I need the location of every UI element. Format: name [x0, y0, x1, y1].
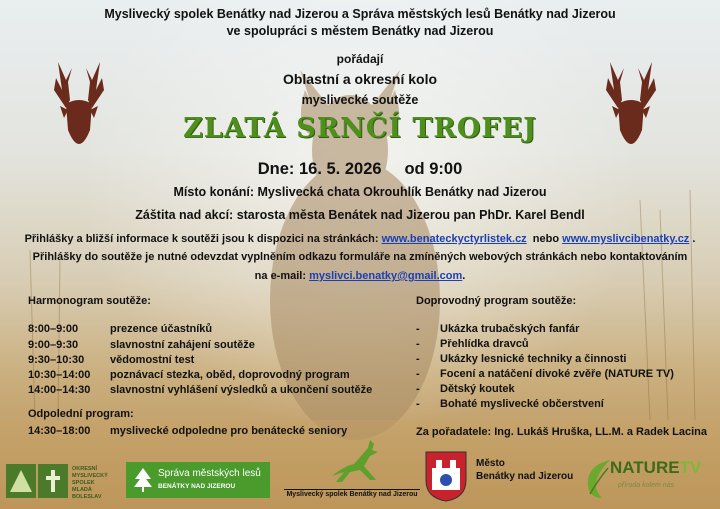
- side-program-bullet: -: [416, 383, 420, 395]
- logo-myslivecky-spolek-benatky: [284, 436, 420, 502]
- side-program-item: Focení a natáčení divoké zvěře (NATURE TV): [440, 368, 674, 380]
- logo-nature-tv: [584, 456, 714, 504]
- schedule-activity: slavnostní vyhlášení výsledků a ukončení soutěže: [110, 384, 373, 396]
- side-program-heading: Doprovodný program soutěže:: [416, 295, 577, 307]
- email-link[interactable]: myslivci.benatky@gmail.com: [309, 270, 463, 282]
- info-line: [0, 233, 720, 245]
- town-coat-of-arms-icon: [424, 450, 468, 502]
- organizers-signature: Za pořadatele: Ing. Lukáš Hruška, LL.M. a Radek Lacina: [416, 426, 707, 438]
- oms-line1: OKRESNÍ: [72, 466, 98, 472]
- event-date: Dne: 16. 5. 2026 od 9:00: [257, 160, 463, 178]
- tree-leaf-icon: [132, 467, 154, 493]
- side-program-item: Přehlídka dravců: [440, 338, 529, 350]
- logo-mesto-benatky: [424, 450, 574, 504]
- schedule-time: 14:00–14:30: [28, 384, 91, 396]
- side-program-item: Dětský koutek: [440, 383, 515, 395]
- schedule-time: 9:30–10:30: [28, 354, 85, 366]
- event-title: ZLATÁ SRNČÍ TROFEJ: [183, 113, 537, 144]
- side-program-item: Ukázky lesnické techniky a činnosti: [440, 353, 627, 365]
- afternoon-time: 14:30–18:00: [28, 425, 91, 437]
- oms-line3: MLADÁ BOLESLAV: [72, 487, 102, 500]
- schedule-time: 9:00–9:30: [28, 339, 79, 351]
- email-prefix: na e-mail:: [254, 270, 310, 282]
- schedule-activity: vědomostní test: [110, 354, 195, 366]
- info-prefix: Přihlášky a bližší informace k soutěži jsou k dispozici na stránkách:: [24, 233, 382, 245]
- oms-line2: MYSLIVECKÝ SPOLEK: [72, 473, 108, 486]
- side-program-bullet: -: [416, 353, 420, 365]
- msbj-name: Myslivecký spolek Benátky nad Jizerou: [284, 489, 420, 498]
- organizers-line: Myslivecký spolek Benátky nad Jizerou a Správa městských lesů Benátky nad Jizerou: [104, 7, 616, 21]
- link-benateckyctyrlistek[interactable]: www.benateckyctyrlistek.cz: [381, 233, 527, 245]
- info-mid: nebo: [526, 233, 563, 245]
- side-program-bullet: -: [416, 323, 420, 335]
- email-line: [0, 270, 720, 282]
- competition-subtitle: myslivecké soutěže: [301, 93, 419, 107]
- side-program-item: Bohaté myslivecké občerstvení: [440, 398, 604, 410]
- afternoon-heading: Odpolední program:: [28, 408, 134, 420]
- schedule-time: 8:00–9:00: [28, 323, 79, 335]
- registration-note: Přihlášky do soutěže je nutné odevzdat vyplněním odkazu formuláře na zmíněných webových stránkách nebo kontaktováním: [32, 251, 688, 263]
- event-patron: Záštita nad akcí: starosta města Benátek nad Jizerou pan PhDr. Karel Bendl: [135, 208, 585, 222]
- side-program-item: Ukázka trubačských fanfár: [440, 323, 580, 335]
- schedule-activity: poznávací stezka, oběd, doprovodný program: [110, 369, 350, 381]
- side-program-bullet: -: [416, 368, 420, 380]
- sml-name: Správa městských lesů: [158, 468, 261, 479]
- nature-tv-wordmark: [610, 458, 701, 478]
- side-program-bullet: -: [416, 338, 420, 350]
- event-venue: Místo konání: Myslivecká chata Okrouhlík Benátky nad Jizerou: [173, 185, 547, 199]
- nature-tv-tagline: příroda kolem nás: [618, 482, 675, 489]
- schedule-time: 10:30–14:00: [28, 369, 91, 381]
- schedule-activity: slavnostní zahájení soutěže: [110, 339, 255, 351]
- side-program-bullet: -: [416, 398, 420, 410]
- logo-okresni-myslivecky-spolek: [6, 462, 116, 502]
- cooperation-line: ve spolupráci s městem Benátky nad Jizerou: [226, 24, 494, 38]
- nature-word: NATURE: [610, 458, 680, 477]
- town-line1: Město: [476, 458, 505, 469]
- organize-verb: pořádají: [336, 52, 384, 66]
- info-suffix: .: [689, 233, 696, 245]
- town-line2: Benátky nad Jizerou: [476, 471, 574, 482]
- leaping-deer-icon: [324, 436, 384, 484]
- oms-emblem-icon: [6, 464, 72, 500]
- link-myslivcibenatky[interactable]: www.myslivcibenatky.cz: [562, 233, 690, 245]
- afternoon-text: myslivecké odpoledne pro benátecké seniory: [110, 425, 348, 437]
- schedule-activity: prezence účastníků: [110, 323, 213, 335]
- round-title: Oblastní a okresní kolo: [282, 71, 438, 87]
- email-suffix: .: [462, 270, 466, 282]
- logo-sprava-mestskych-lesu: [126, 462, 270, 498]
- tv-word: TV: [679, 458, 702, 477]
- sml-town: BENÁTKY NAD JIZEROU: [158, 483, 236, 490]
- schedule-heading: Harmonogram soutěže:: [28, 295, 151, 307]
